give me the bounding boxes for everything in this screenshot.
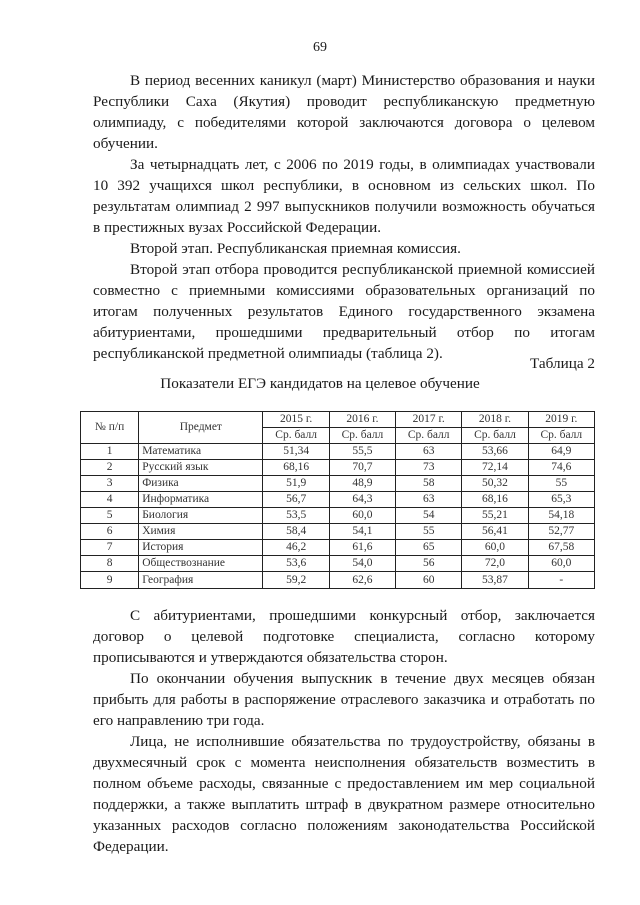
row-subject: Химия [139, 524, 263, 540]
table-header-row [81, 412, 595, 428]
row-value: 60,0 [462, 540, 528, 556]
paragraph: За четырнадцать лет, с 2006 по 2019 годы, в олимпиадах участвовали 10 392 учащихся школ республики, в основном из сельских школ. По результатам олимпиад 2 997 выпускников получили возможность обучаться в престижных вузах Российской Федерации. [93, 156, 595, 236]
table-number-label: Таблица 2 [530, 355, 595, 372]
row-value: 55 [396, 524, 462, 540]
header-subject: Предмет [139, 412, 263, 444]
row-subject: Информатика [139, 492, 263, 508]
row-num: 2 [81, 460, 139, 476]
row-value: 72,14 [462, 460, 528, 476]
row-value: 54,1 [329, 524, 395, 540]
row-value: 56 [396, 556, 462, 572]
paragraph: Второй этап отбора проводится республиканской приемной комиссией совместно с приемными комиссиями образовательных организаций по итогам полученных результатов Единого государственного экзамена абитуриентами, прошедшими предварительный отбор по итогам республиканской предметной олимпиады (таблица 2). [93, 261, 595, 362]
header-year: 2018 г. [462, 412, 528, 428]
table-row [81, 556, 595, 572]
row-num: 7 [81, 540, 139, 556]
row-value: 73 [396, 460, 462, 476]
row-value: 53,87 [462, 572, 528, 589]
row-value: 65,3 [528, 492, 594, 508]
row-value: 55,21 [462, 508, 528, 524]
row-value: 56,41 [462, 524, 528, 540]
row-value: 64,3 [329, 492, 395, 508]
row-value: 72,0 [462, 556, 528, 572]
row-value: 64,9 [528, 444, 594, 460]
row-value: 70,7 [329, 460, 395, 476]
row-subject: Русский язык [139, 460, 263, 476]
row-num: 1 [81, 444, 139, 460]
header-year: 2019 г. [528, 412, 594, 428]
row-value: 55 [528, 476, 594, 492]
row-value: 54,0 [329, 556, 395, 572]
paragraph: В период весенних каникул (март) Министерство образования и науки Республики Саха (Якутия) проводит республиканскую предметную олимпиаду, с победителями которой заключаются договора о целевом обучении. [93, 72, 595, 152]
header-avg-score: Ср. балл [528, 428, 594, 444]
table-title: Показатели ЕГЭ кандидатов на целевое обучение [160, 375, 480, 392]
row-value: 55,5 [329, 444, 395, 460]
header-year: 2016 г. [329, 412, 395, 428]
row-value: 58,4 [263, 524, 329, 540]
row-value: 60 [396, 572, 462, 589]
row-subject: География [139, 572, 263, 589]
table-row [81, 460, 595, 476]
row-value: 53,5 [263, 508, 329, 524]
page-number: 69 [313, 40, 327, 55]
row-value: 58 [396, 476, 462, 492]
row-value: 67,58 [528, 540, 594, 556]
header-avg-score: Ср. балл [329, 428, 395, 444]
header-year: 2015 г. [263, 412, 329, 428]
row-value: 74,6 [528, 460, 594, 476]
row-subject: Обществознание [139, 556, 263, 572]
row-subject: История [139, 540, 263, 556]
paragraph: С абитуриентами, прошедшими конкурсный отбор, заключается договор о целевой подготовке специалиста, согласно которому прописываются и утверждаются обязательства сторон. [93, 607, 595, 666]
row-value: 48,9 [329, 476, 395, 492]
row-num: 6 [81, 524, 139, 540]
row-value: 60,0 [528, 556, 594, 572]
table-row [81, 444, 595, 460]
row-value: 63 [396, 444, 462, 460]
row-value: 65 [396, 540, 462, 556]
row-value: 53,6 [263, 556, 329, 572]
row-num: 4 [81, 492, 139, 508]
row-value: 46,2 [263, 540, 329, 556]
row-value: 50,32 [462, 476, 528, 492]
row-value: 59,2 [263, 572, 329, 589]
row-num: 8 [81, 556, 139, 572]
row-value: 62,6 [329, 572, 395, 589]
paragraph: Лица, не исполнившие обязательства по трудоустройству, обязаны в двухмесячный срок с момента неисполнения обязательств возместить в полном объеме расходы, связанные с предоставлением им мер социальной поддержки, а также выплатить штраф в двукратном размере относительно указанных расходов согласно положениям законодательства Российской Федерации. [93, 733, 595, 855]
row-value: - [528, 572, 594, 589]
table-row [81, 540, 595, 556]
table-row [81, 508, 595, 524]
row-value: 60,0 [329, 508, 395, 524]
table-row [81, 476, 595, 492]
row-value: 68,16 [462, 492, 528, 508]
row-subject: Математика [139, 444, 263, 460]
header-year: 2017 г. [396, 412, 462, 428]
header-avg-score: Ср. балл [396, 428, 462, 444]
header-avg-score: Ср. балл [263, 428, 329, 444]
row-value: 53,66 [462, 444, 528, 460]
row-value: 52,77 [528, 524, 594, 540]
row-value: 63 [396, 492, 462, 508]
paragraph: По окончании обучения выпускник в течение двух месяцев обязан прибыть для работы в распоряжение отраслевого заказчика и отработать по его направлению три года. [93, 670, 595, 729]
row-num: 3 [81, 476, 139, 492]
table-row [81, 572, 595, 589]
row-value: 51,9 [263, 476, 329, 492]
row-num: 5 [81, 508, 139, 524]
table-row [81, 524, 595, 540]
table-row [81, 492, 595, 508]
row-value: 56,7 [263, 492, 329, 508]
ege-scores-table [80, 411, 595, 589]
paragraph: Второй этап. Республиканская приемная комиссия. [130, 240, 461, 257]
body-text-bottom [93, 605, 595, 857]
row-value: 54 [396, 508, 462, 524]
header-num: № п/п [81, 412, 139, 444]
header-avg-score: Ср. балл [462, 428, 528, 444]
row-value: 61,6 [329, 540, 395, 556]
row-value: 68,16 [263, 460, 329, 476]
row-value: 51,34 [263, 444, 329, 460]
row-num: 9 [81, 572, 139, 589]
row-subject: Биология [139, 508, 263, 524]
body-text-top [93, 70, 595, 364]
row-subject: Физика [139, 476, 263, 492]
row-value: 54,18 [528, 508, 594, 524]
